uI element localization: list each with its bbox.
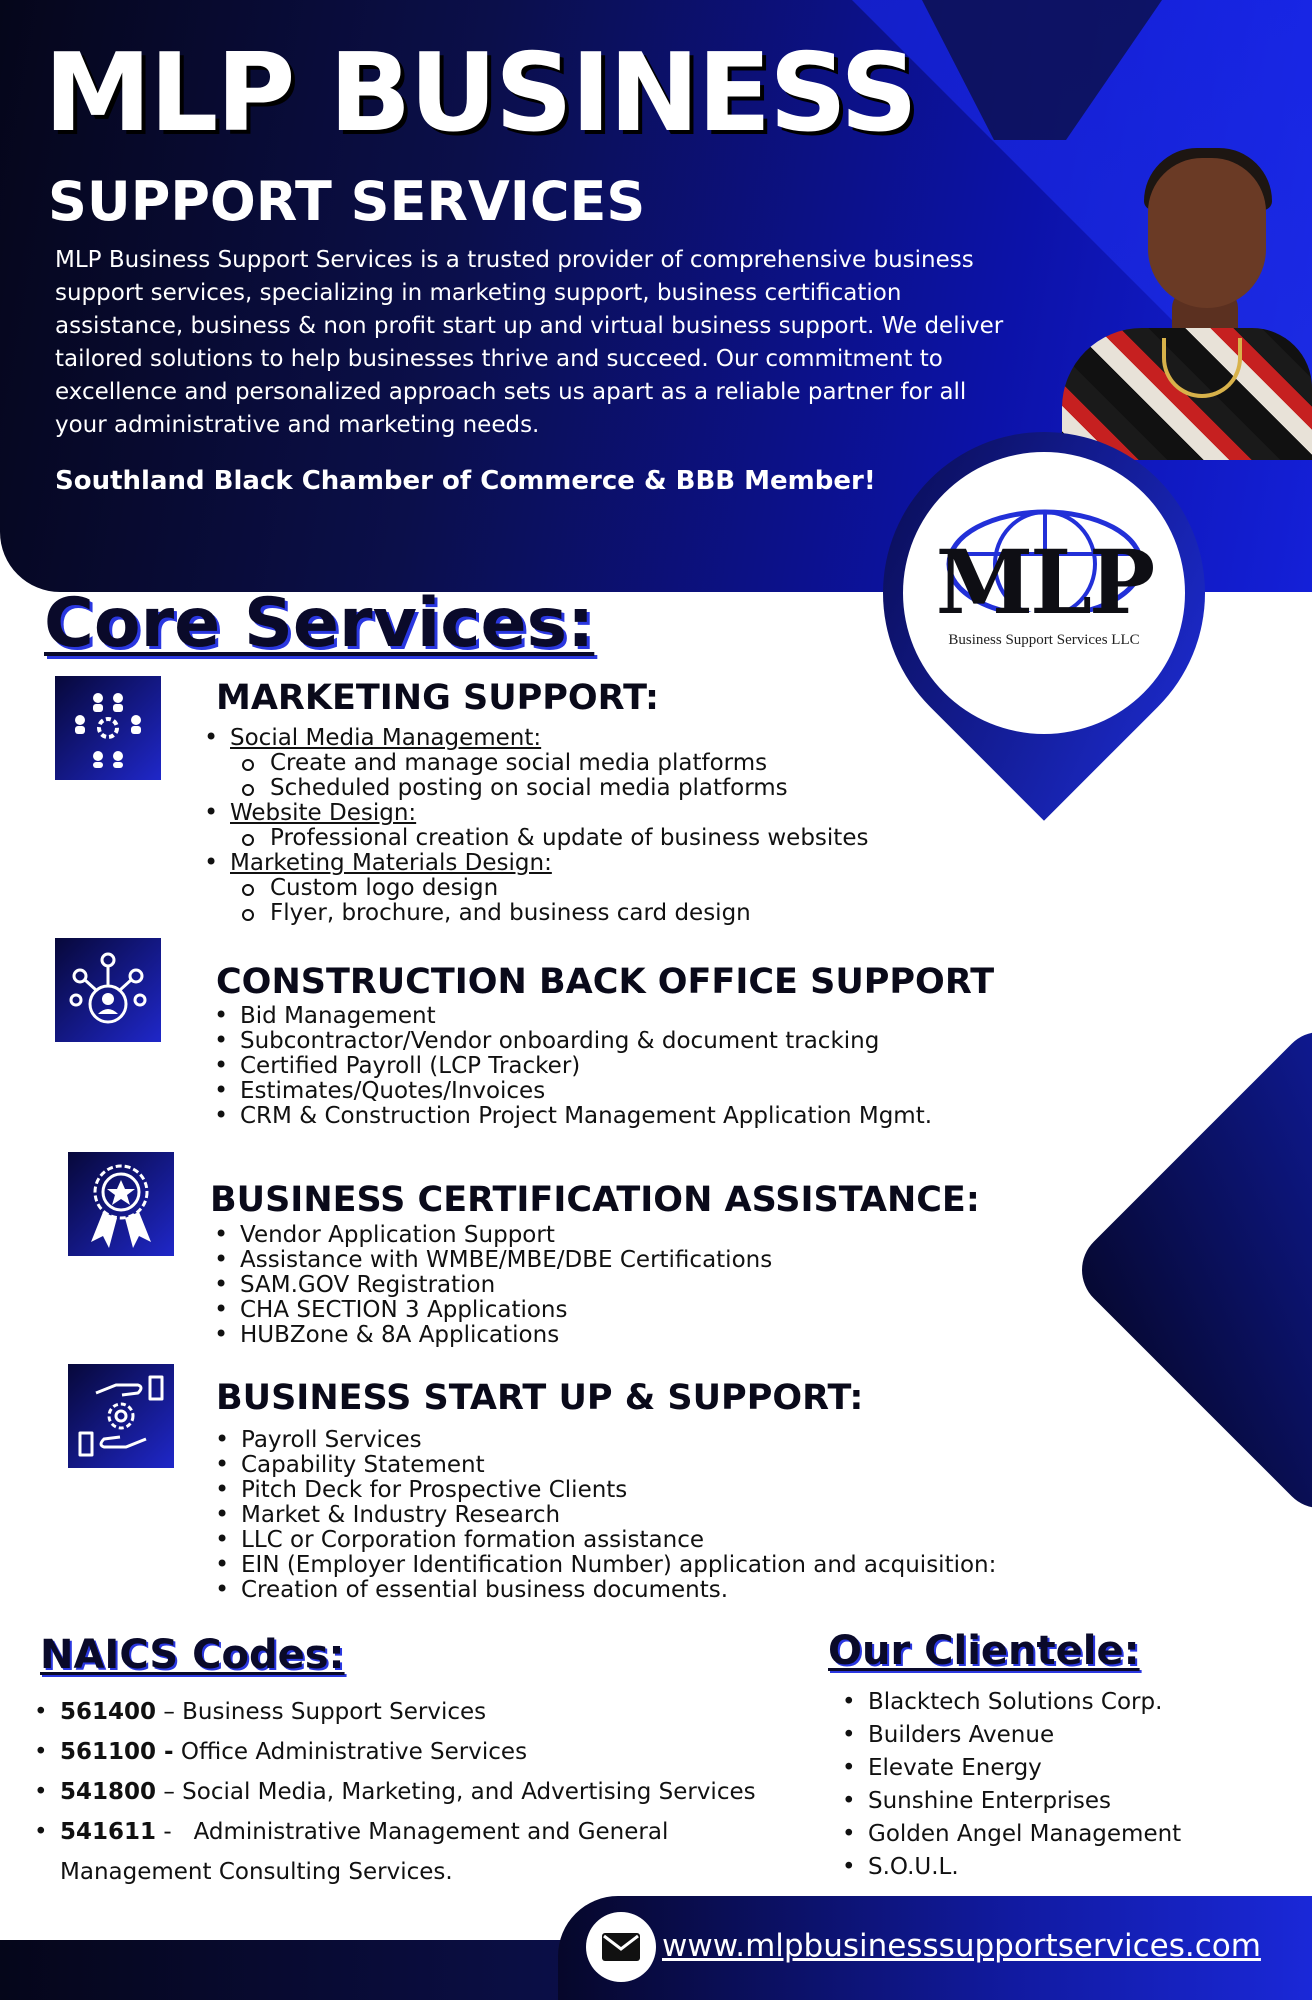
team-network-icon (55, 676, 161, 780)
list-item: • Assistance with WMBE/MBE/DBE Certifications (210, 1248, 772, 1273)
list-item: • Builders Avenue (838, 1719, 1181, 1752)
list-item: • CHA SECTION 3 Applications (210, 1298, 772, 1323)
list-item: • Website Design: Professional creation & update of business websites (200, 801, 868, 851)
company-logo (903, 452, 1185, 734)
marketing-support-list (200, 726, 868, 926)
website-link[interactable]: www.mlpbusinesssupportservices.com (662, 1928, 1261, 1964)
list-item: Professional creation & update of business websites (230, 826, 868, 851)
list-item: • Blacktech Solutions Corp. (838, 1686, 1181, 1719)
list-item: • Payroll Services (211, 1428, 996, 1453)
list-item: • Sunshine Enterprises (838, 1785, 1181, 1818)
list-item: • Creation of essential business documents. (211, 1578, 996, 1603)
page-subtitle: SUPPORT SERVICES (48, 170, 646, 233)
logo-subtext: Business Support Services LLC (948, 631, 1140, 648)
list-item: • 561100 - Office Administrative Services (30, 1732, 790, 1772)
hands-gear-icon (68, 1364, 174, 1468)
decorative-diamond (1065, 1015, 1312, 1524)
list-item: • SAM.GOV Registration (210, 1273, 772, 1298)
clientele-list (838, 1686, 1181, 1884)
construction-support-title: CONSTRUCTION BACK OFFICE SUPPORT (216, 962, 995, 1002)
naics-list (30, 1692, 790, 1892)
footer-dark-band (0, 1940, 600, 2000)
list-item: • Bid Management (210, 1004, 932, 1029)
clientele-heading: Our Clientele: (828, 1628, 1140, 1674)
construction-support-list (210, 1004, 932, 1129)
membership-line: Southland Black Chamber of Commerce & BBB Member! (55, 466, 876, 496)
list-item: • Estimates/Quotes/Invoices (210, 1079, 932, 1104)
core-services-heading: Core Services: (44, 584, 595, 663)
startup-support-list (211, 1428, 996, 1603)
list-item: • Pitch Deck for Prospective Clients (211, 1478, 996, 1503)
list-item: Scheduled posting on social media platforms (230, 776, 868, 801)
list-item: • S.O.U.L. (838, 1851, 1181, 1884)
list-item: • Subcontractor/Vendor onboarding & document tracking (210, 1029, 932, 1054)
list-item: • EIN (Employer Identification Number) application and acquisition: (211, 1553, 996, 1578)
logo-text: MLP (935, 529, 1153, 634)
list-item: • Marketing Materials Design: Custom logo design Flyer, brochure, and business card design (200, 851, 868, 926)
list-item: • Social Media Management: Create and manage social media platforms Scheduled posting on social media platforms (200, 726, 868, 801)
intro-paragraph: MLP Business Support Services is a trusted provider of comprehensive business support services, specializing in marketing support, business certification assistance, business & non profit start up and virtual business support. We deliver tailored solutions to help businesses thrive and succeed. Our commitment to excellence and personalized approach sets us apart as a reliable partner for all your administrative and marketing needs. (55, 247, 1004, 438)
list-item: • Capability Statement (211, 1453, 996, 1478)
user-connections-icon (55, 938, 161, 1042)
owner-photo (1062, 118, 1312, 460)
certification-assistance-title: BUSINESS CERTIFICATION ASSISTANCE: (210, 1180, 980, 1220)
list-item: • Elevate Energy (838, 1752, 1181, 1785)
list-item: • Certified Payroll (LCP Tracker) (210, 1054, 932, 1079)
page-title: MLP BUSINESS (44, 31, 916, 156)
marketing-support-title: MARKETING SUPPORT: (216, 678, 660, 718)
list-item: • Golden Angel Management (838, 1818, 1181, 1851)
list-item: • Market & Industry Research (211, 1503, 996, 1528)
list-item: • LLC or Corporation formation assistance (211, 1528, 996, 1553)
list-item: • CRM & Construction Project Management Application Mgmt. (210, 1104, 932, 1129)
award-ribbon-icon (68, 1152, 174, 1256)
list-item: • HUBZone & 8A Applications (210, 1323, 772, 1348)
list-item: • Vendor Application Support (210, 1223, 772, 1248)
list-item: • 561400 – Business Support Services (30, 1692, 790, 1732)
certification-assistance-list (210, 1223, 772, 1348)
naics-heading: NAICS Codes: (40, 1632, 345, 1678)
list-item: • 541611 - Administrative Management and General Management Consulting Services. (30, 1812, 790, 1892)
list-item: Flyer, brochure, and business card design (230, 901, 868, 926)
mail-icon[interactable] (586, 1912, 656, 1982)
list-item: • 541800 – Social Media, Marketing, and Advertising Services (30, 1772, 790, 1812)
startup-support-title: BUSINESS START UP & SUPPORT: (216, 1378, 864, 1418)
list-item: Create and manage social media platforms (230, 751, 868, 776)
list-item: Custom logo design (230, 876, 868, 901)
